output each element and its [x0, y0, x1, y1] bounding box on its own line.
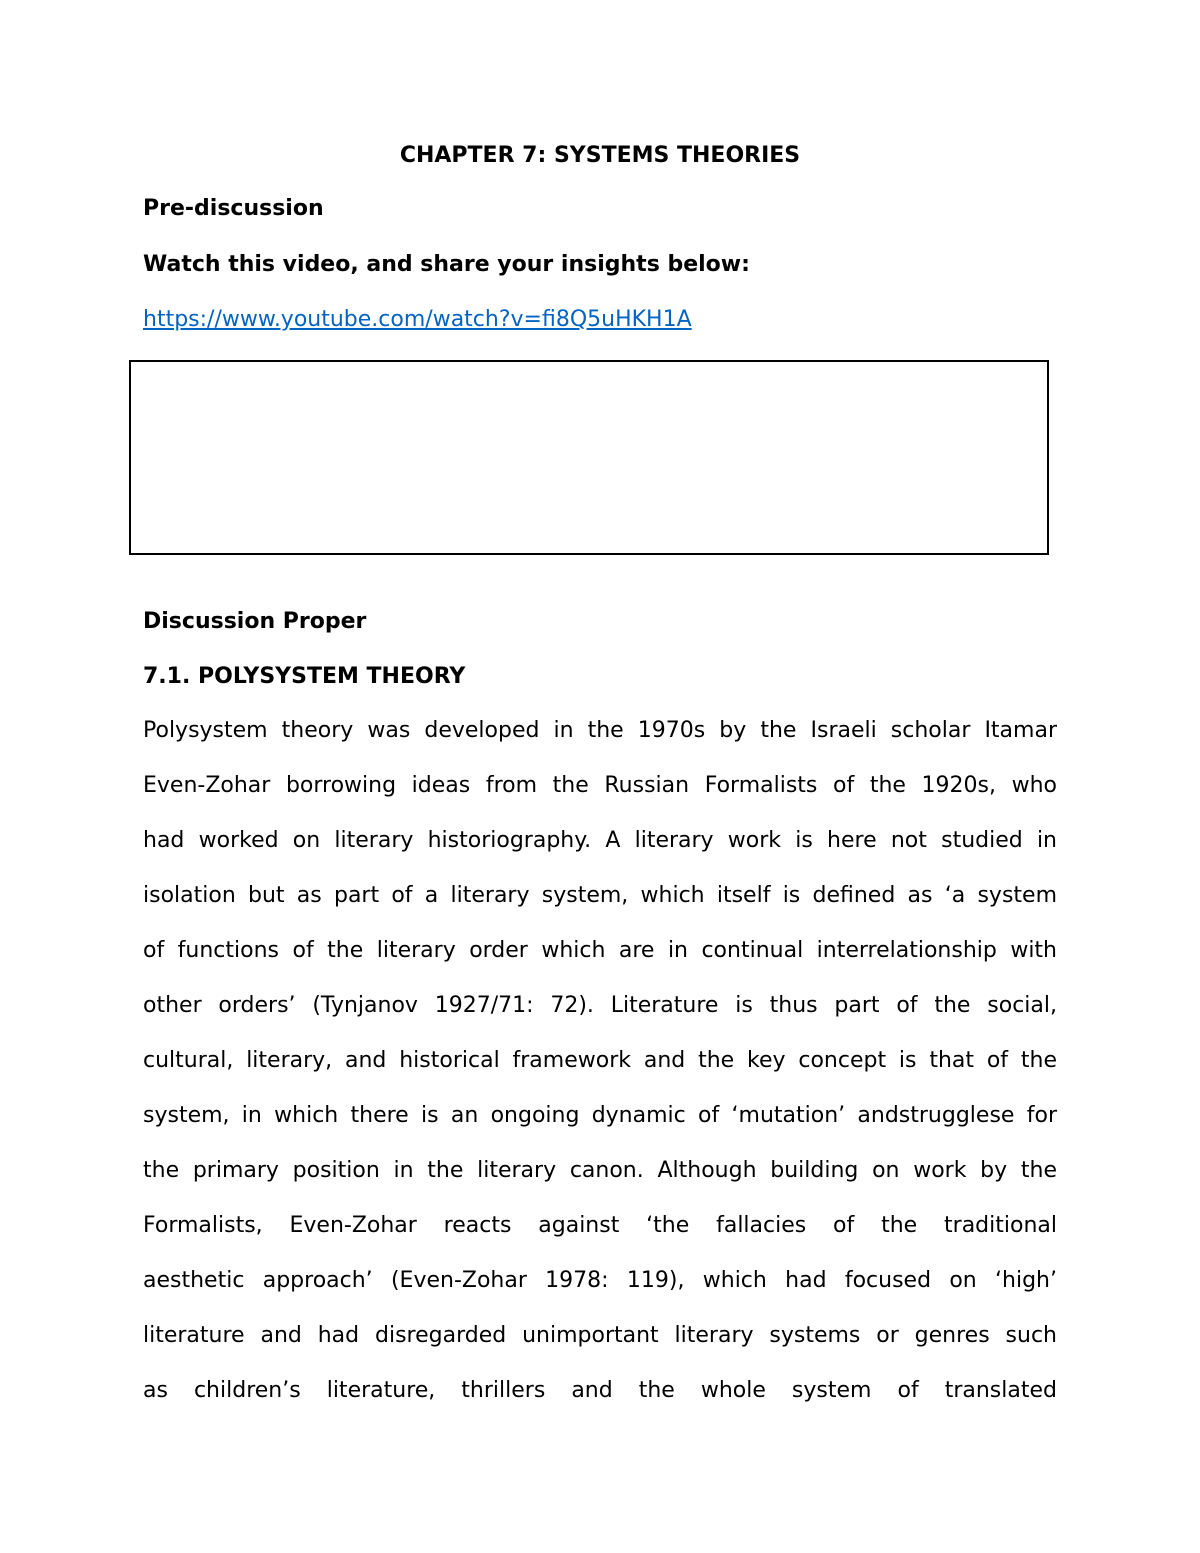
discussion-proper-heading: Discussion Proper [143, 609, 367, 634]
chapter-title: CHAPTER 7: SYSTEMS THEORIES [399, 143, 801, 168]
insights-answer-box[interactable] [129, 360, 1049, 555]
paragraph-line: Even-Zohar borrowing ideas from the Russian Formalists of the 1920s, who [143, 773, 1057, 798]
paragraph-line: system, in which there is an ongoing dynamic of ‘mutation’ andstrugglese for [143, 1103, 1057, 1128]
video-instruction: Watch this video, and share your insights below: [143, 252, 750, 277]
paragraph-line: the primary position in the literary canon. Although building on work by the [143, 1158, 1057, 1183]
section-title: 7.1. POLYSYSTEM THEORY [143, 664, 466, 689]
paragraph-line: had worked on literary historiography. A literary work is here not studied in [143, 828, 1057, 853]
paragraph-line: as children’s literature, thrillers and the whole system of translated [143, 1378, 1057, 1403]
pre-discussion-heading: Pre-discussion [143, 196, 324, 221]
paragraph-line: of functions of the literary order which are in continual interrelationship with [143, 938, 1057, 963]
paragraph-line: Formalists, Even-Zohar reacts against ‘the fallacies of the traditional [143, 1213, 1057, 1238]
paragraph-line: Polysystem theory was developed in the 1970s by the Israeli scholar Itamar [143, 718, 1057, 743]
video-link[interactable]: https://www.youtube.com/watch?v=fi8Q5uHKH1A [143, 307, 692, 332]
body-paragraph [143, 716, 1057, 1431]
paragraph-line: cultural, literary, and historical framework and the key concept is that of the [143, 1048, 1057, 1073]
paragraph-line: literature and had disregarded unimportant literary systems or genres such [143, 1323, 1057, 1348]
paragraph-line: other orders’ (Tynjanov 1927/71: 72). Literature is thus part of the social, [143, 993, 1057, 1018]
paragraph-line: aesthetic approach’ (Even-Zohar 1978: 119), which had focused on ‘high’ [143, 1268, 1057, 1293]
paragraph-line: isolation but as part of a literary system, which itself is defined as ‘a system [143, 883, 1057, 908]
